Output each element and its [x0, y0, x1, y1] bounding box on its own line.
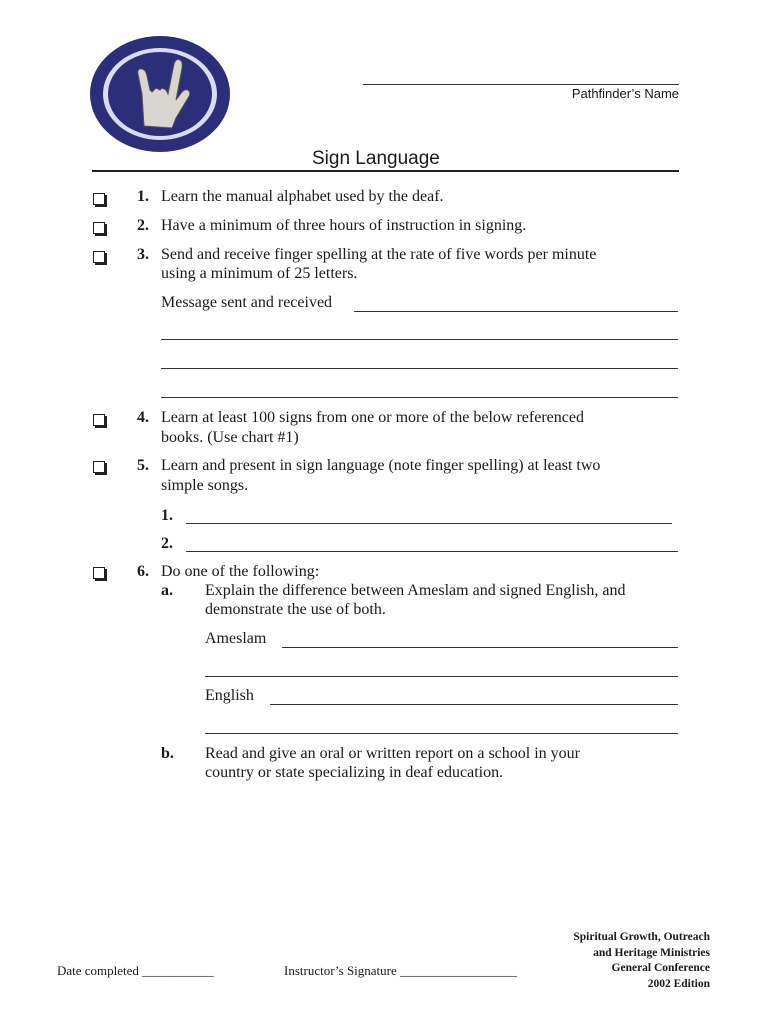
song-2-number: 2.: [161, 535, 173, 552]
req-2-text: Have a minimum of three hours of instruction in signing.: [161, 217, 527, 234]
pathfinder-name-label: Pathfinder’s Name: [571, 86, 679, 101]
req-1-text: Learn the manual alphabet used by the deaf.: [161, 188, 444, 205]
option-a-text-line-1: Explain the difference between Ameslam and signed English, and: [205, 582, 626, 599]
english-field-line-2[interactable]: [205, 733, 678, 734]
song-2-field[interactable]: [186, 551, 678, 552]
instructor-signature-label[interactable]: Instructor’s Signature __________________: [284, 963, 518, 978]
req-6-number: 6.: [137, 563, 149, 580]
checkbox-req-6[interactable]: [93, 567, 105, 579]
option-b-text-line-2: country or state specializing in deaf education.: [205, 764, 504, 781]
option-b-text-line-1: Read and give an oral or written report on a school in your: [205, 745, 580, 762]
song-1-field[interactable]: [186, 523, 672, 524]
sign-language-emblem: [88, 34, 232, 154]
req-3-number: 3.: [137, 246, 149, 263]
message-line-3[interactable]: [161, 368, 678, 369]
message-field[interactable]: [354, 311, 678, 312]
req-6-text: Do one of the following:: [161, 563, 320, 580]
option-a-letter: a.: [161, 582, 173, 599]
pathfinder-name-line[interactable]: [363, 84, 679, 85]
req-1-number: 1.: [137, 188, 149, 205]
ameslam-field-line-2[interactable]: [205, 676, 678, 677]
credit-line-4: 2002 Edition: [647, 977, 710, 990]
credit-line-1: Spiritual Growth, Outreach: [573, 931, 710, 943]
req-4-number: 4.: [137, 409, 149, 426]
page-title: Sign Language: [312, 148, 440, 169]
req-3-text-line-2: using a minimum of 25 letters.: [161, 265, 358, 282]
checkbox-req-3[interactable]: [93, 251, 105, 263]
req-2-number: 2.: [137, 217, 149, 234]
message-line-2[interactable]: [161, 339, 678, 340]
checkbox-req-2[interactable]: [93, 222, 105, 234]
ameslam-field[interactable]: [282, 647, 678, 648]
checkbox-req-4[interactable]: [93, 414, 105, 426]
req-4-text-line-2: books. (Use chart #1): [161, 429, 299, 446]
credit-line-3: General Conference: [611, 962, 710, 974]
message-label: Message sent and received: [161, 294, 333, 311]
req-3-text-line-1: Send and receive finger spelling at the rate of five words per minute: [161, 246, 597, 263]
option-a-text-line-2: demonstrate the use of both.: [205, 601, 386, 618]
checkbox-req-5[interactable]: [93, 461, 105, 473]
checkbox-req-1[interactable]: [93, 193, 105, 205]
english-field[interactable]: [270, 704, 678, 705]
req-5-text-line-2: simple songs.: [161, 477, 249, 494]
option-b-letter: b.: [161, 745, 174, 762]
credit-line-2: and Heritage Ministries: [593, 946, 710, 959]
req-4-text-line-1: Learn at least 100 signs from one or more of the below referenced: [161, 409, 584, 426]
req-5-number: 5.: [137, 457, 149, 474]
date-completed-label[interactable]: Date completed ___________: [57, 963, 214, 978]
req-5-text-line-1: Learn and present in sign language (note finger spelling) at least two: [161, 457, 601, 474]
ameslam-label: Ameslam: [205, 630, 267, 647]
credit-block: [520, 930, 710, 992]
song-1-number: 1.: [161, 507, 173, 524]
message-line-4[interactable]: [161, 397, 678, 398]
english-label: English: [205, 687, 254, 704]
title-rule: [92, 170, 679, 172]
